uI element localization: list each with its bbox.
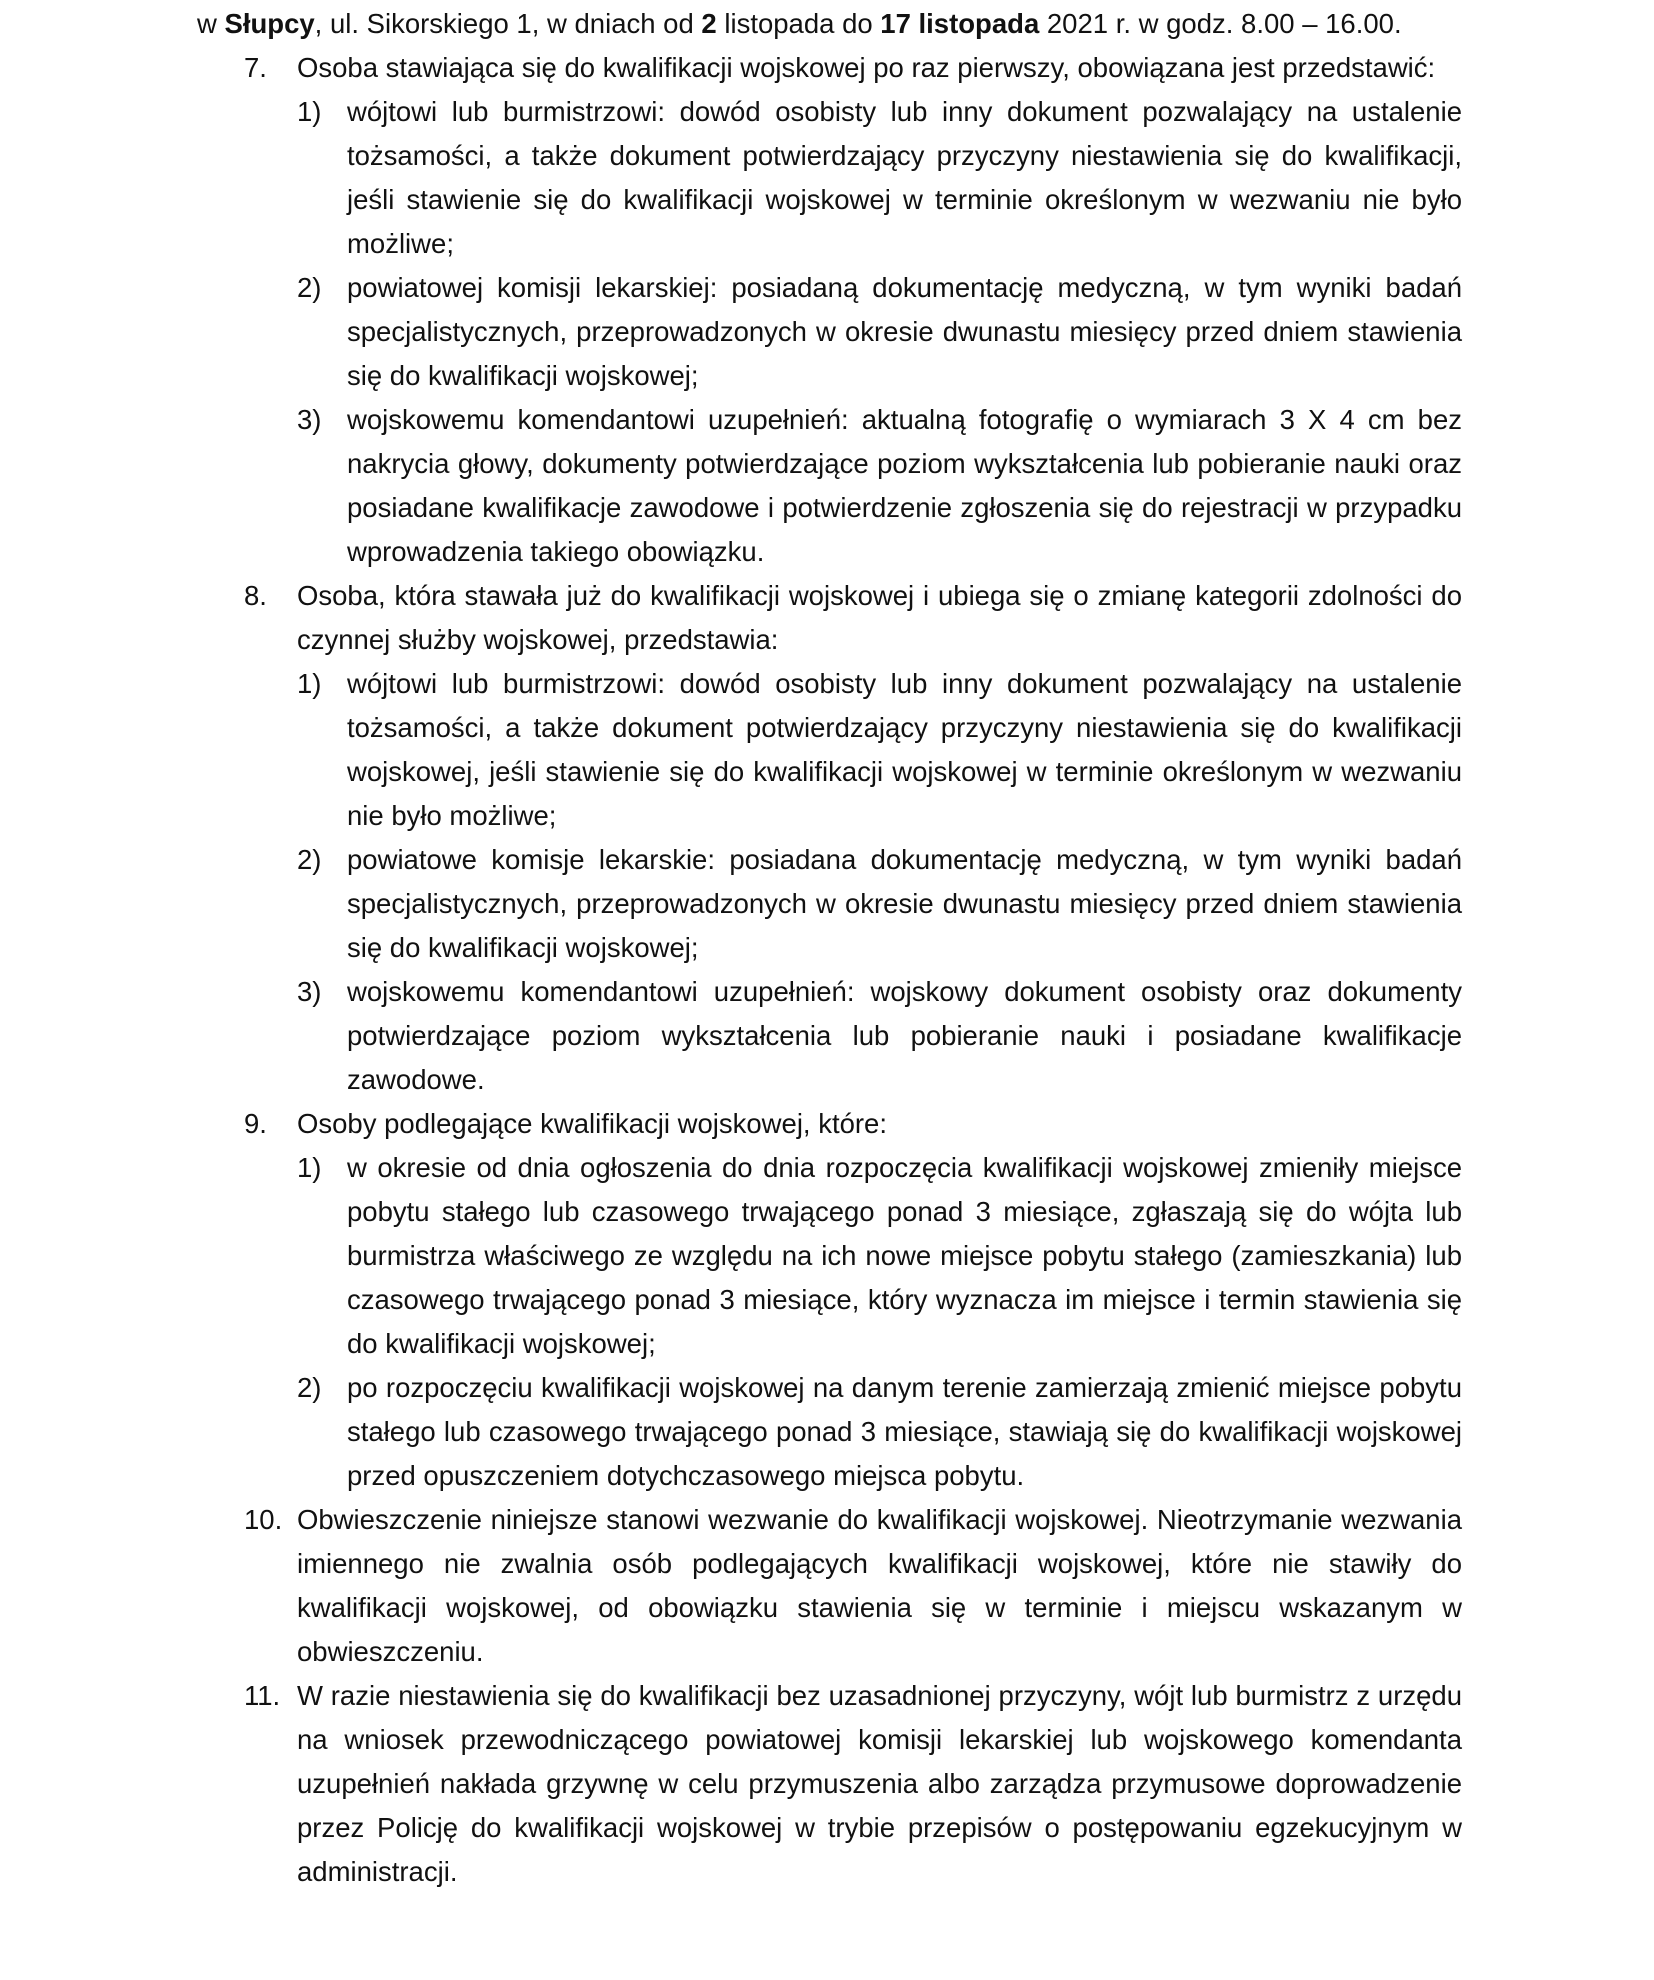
list-item (197, 1498, 1462, 1674)
intro-bold-end-date: 17 listopada (880, 8, 1040, 39)
list-item (197, 1674, 1462, 1894)
sub-item-text: wojskowemu komendantowi uzupełnień: wojskowy dokument osobisty oraz dokumenty potwierdzające poziom wykształcenia lub pobieranie nauki i posiadane kwalifikacje zawodowe. (347, 976, 1462, 1095)
sub-item-text: powiatowej komisji lekarskiej: posiadaną dokumentację medyczną, w tym wyniki badań specjalistycznych, przeprowadzonych w okresie dwunastu miesięcy przed dniem stawienia się do kwalifikacji wojskowej; (347, 272, 1462, 391)
list-item (197, 46, 1462, 574)
sub-item (197, 266, 1462, 398)
sub-item-text: po rozpoczęciu kwalifikacji wojskowej na danym terenie zamierzają zmienić miejsce pobytu stałego lub czasowego trwającego ponad 3 miesiące, stawiają się do kwalifikacji wojskowej przed opuszczeniem dotychczasowego miejsca pobytu. (347, 1372, 1462, 1491)
intro-bold-start-day: 2 (701, 8, 717, 39)
intro-text: 2021 r. w godz. 8.00 – 16.00. (1039, 8, 1402, 39)
sub-item (197, 1146, 1462, 1366)
sub-item-number: 1) (297, 668, 322, 699)
sub-item-number: 2) (297, 272, 322, 303)
item-number: 8. (244, 580, 267, 611)
sub-item-text: w okresie od dnia ogłoszenia do dnia rozpoczęcia kwalifikacji wojskowej zmieniły miejsce pobytu stałego lub czasowego trwającego ponad 3 miesiące, zgłaszają się do wójta lub burmistrza właściwego ze względu na ich nowe miejsce pobytu stałego (zamieszkania) lub czasowego trwającego ponad 3 miesiące, który wyznacza im miejsce i termin stawienia się do kwalifikacji wojskowej; (347, 1152, 1462, 1359)
list-item (197, 1102, 1462, 1498)
sub-item-number: 1) (297, 1152, 322, 1183)
item-text: Obwieszczenie niniejsze stanowi wezwanie do kwalifikacji wojskowej. Nieotrzymanie wezwania imiennego nie zwalnia osób podlegających kwalifikacji wojskowej, które nie stawiły do kwalifikacji wojskowej, od obowiązku stawienia się w terminie i miejscu wskazanym w obwieszczeniu. (297, 1504, 1462, 1667)
sub-item-number: 2) (297, 1372, 322, 1403)
sub-item-text: wojskowemu komendantowi uzupełnień: aktualną fotografię o wymiarach 3 X 4 cm bez nakrycia głowy, dokumenty potwierdzające poziom wykształcenia lub pobieranie nauki oraz posiadane kwalifikacje zawodowe i potwierdzenie zgłoszenia się do rejestracji w przypadku wprowadzenia takiego obowiązku. (347, 404, 1462, 567)
sub-item-number: 2) (297, 844, 322, 875)
item-text: Osoby podlegające kwalifikacji wojskowej, które: (297, 1108, 887, 1139)
sub-item-text: wójtowi lub burmistrzowi: dowód osobisty lub inny dokument pozwalający na ustalenie tożsamości, a także dokument potwierdzający przyczyny niestawienia się do kwalifikacji wojskowej, jeśli stawienie się do kwalifikacji wojskowej w terminie określonym w wezwaniu nie było możliwe; (347, 668, 1462, 831)
item-number: 7. (244, 52, 267, 83)
sub-item-number: 1) (297, 96, 322, 127)
intro-bold-city: Słupcy (224, 8, 315, 39)
sub-item (197, 838, 1462, 970)
sub-item (197, 398, 1462, 574)
intro-text: listopada do (716, 8, 881, 39)
intro-paragraph (197, 2, 1462, 46)
document-page (197, 0, 1462, 1894)
sub-item (197, 662, 1462, 838)
sub-item (197, 970, 1462, 1102)
sub-item-number: 3) (297, 404, 322, 435)
sub-item (197, 1366, 1462, 1498)
item-text: Osoba stawiająca się do kwalifikacji wojskowej po raz pierwszy, obowiązana jest przedstawić: (297, 52, 1436, 83)
item-number: 10. (244, 1504, 283, 1535)
item-number: 11. (244, 1680, 281, 1711)
item-number: 9. (244, 1108, 267, 1139)
sub-item-number: 3) (297, 976, 322, 1007)
sub-item-text: wójtowi lub burmistrzowi: dowód osobisty lub inny dokument pozwalający na ustalenie tożsamości, a także dokument potwierdzający przyczyny niestawienia się do kwalifikacji, jeśli stawienie się do kwalifikacji wojskowej w terminie określonym w wezwaniu nie było możliwe; (347, 96, 1462, 259)
intro-text: w (197, 8, 225, 39)
sub-item-text: powiatowe komisje lekarskie: posiadana dokumentację medyczną, w tym wyniki badań specjalistycznych, przeprowadzonych w okresie dwunastu miesięcy przed dniem stawienia się do kwalifikacji wojskowej; (347, 844, 1462, 963)
list-item (197, 574, 1462, 1102)
sub-item (197, 90, 1462, 266)
item-text: Osoba, która stawała już do kwalifikacji wojskowej i ubiega się o zmianę kategorii zdolności do czynnej służby wojskowej, przedstawia: (297, 580, 1462, 655)
intro-text: , ul. Sikorskiego 1, w dniach od (314, 8, 702, 39)
item-text: W razie niestawienia się do kwalifikacji bez uzasadnionej przyczyny, wójt lub burmistrz z urzędu na wniosek przewodniczącego powiatowej komisji lekarskiej lub wojskowego komendanta uzupełnień nakłada grzywnę w celu przymuszenia albo zarządza przymusowe doprowadzenie przez Policję do kwalifikacji wojskowej w trybie przepisów o postępowaniu egzekucyjnym w administracji. (297, 1680, 1462, 1887)
